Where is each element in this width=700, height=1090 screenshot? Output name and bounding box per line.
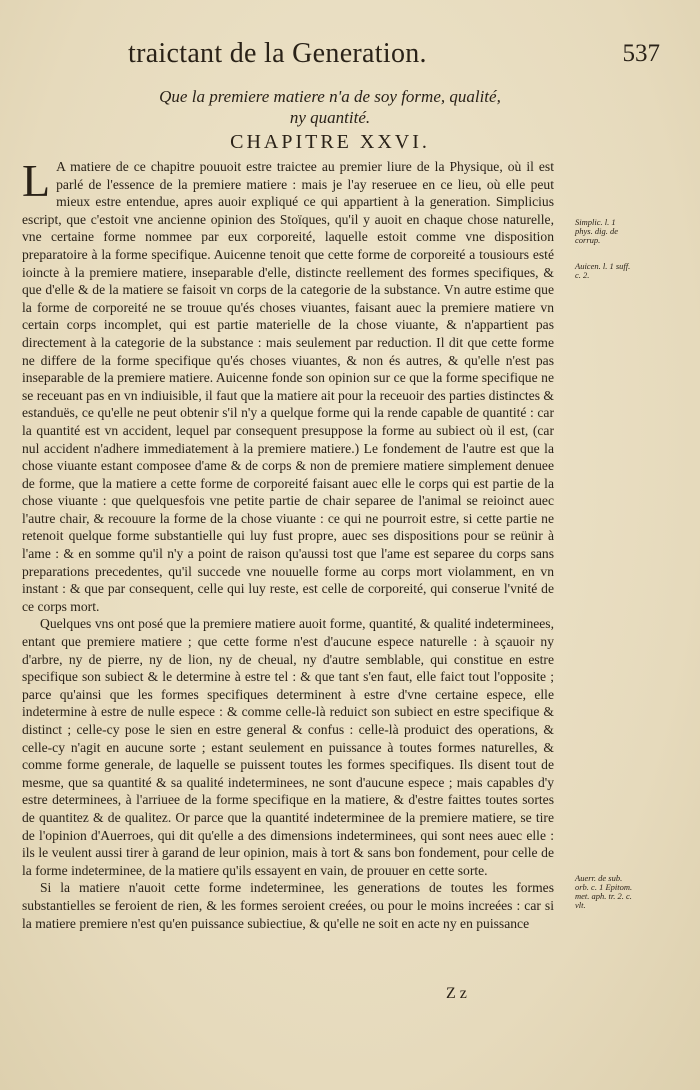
signature-mark: Z z [446,985,467,1002]
margin-note: Auicen. l. 1 suff. c. 2. [575,261,631,280]
margin-note: Simplic. l. 1 phys. dig. de corrup. [575,217,618,245]
chapter-subtitle [80,86,580,128]
chapter-subtitle-line: ny quantité. [289,108,371,127]
page-number: 537 [622,40,660,67]
paragraph [22,155,554,615]
chapter-subtitle-line: Que la premiere matiere n'a de soy forme, qualité, [159,87,501,106]
chapter-heading: CHAPITRE XXVI. [230,131,430,153]
paragraph-text: Quelques vns ont posé que la premiere matiere auoit forme, quantité, & qualité indeterminees, entant que premiere matiere ; que cette forme n'est d'aucune espece naturelle : à sçauoir ny d'arbre, ny de pierre, ny de lion, ny de cheual, ny d'autre semblable, qui constitue en estre specifique son subiect & le determine à estre tel : & que tant s'en faut, elle faict tout l'opposite ; parce qu'ainsi que les formes specifiques determinent à estre d'vne certaine espece, elle indetermine à estre de nulle espece : & comme celle-là reduict son subiect en estre specifique & distinct ; celle-cy pose le sien en estre general & confus : celle-là produict des operations, & celle-cy n'agit en aucune sorte ; estant seulement en puissance à toutes formes naturelles, & comme forme generale, de laquelle se puissent toutes les formes specifiques. Ils disent tout de mesme, que sa quantité & sa qualité indeterminees, ne sont d'aucune espece ; mais capables d'y estre determinees, à l'arriuee de la forme specifique en la matiere, & d'estre faittes toutes sortes de quantitez & de qualitez. Or parce que la quantité indeterminee de la premiere matiere, se tire de l'opinion d'Auerroes, qui dit qu'elle a des dimensions indeterminees, qui sont nees auec elle : ils le veulent aussi tirer à garand de leur opinion, mais à tort & sans bon fondement, pour celle de la forme indeterminee, de la matiere qu'ils essayent en vain, de prouuer en cette sorte. [22,616,554,878]
paragraph [22,879,554,932]
running-head [128,38,660,78]
margin-note: Auerr. de sub. orb. c. 1 Epitom. met. aph. tr. 2. c. vlt. [575,873,633,910]
paragraph [22,615,554,879]
paragraph-text: Si la matiere n'auoit cette forme indeterminee, les generations de toutes les formes substantielles se feroient de rien, & les formes seroient creées, ou pour le moins increées : car si la matiere premiere n'est qu'en puissance subiectiue, & qu'elle ne soit en acte ny en puissance [22,880,554,931]
running-title: traictant de la Generation. [128,38,427,69]
drop-cap: L [22,155,51,206]
body-text [22,155,633,932]
paragraph-text: A matiere de ce chapitre pouuoit estre traictee au premier liure de la Physique, où il est parlé de l'essence de la premiere matiere : mais je l'ay reseruee en ce lieu, où elle peut mieux estre entendue, apres auoir expliqué ce qui appartient à la generation. Simplicius escript, que c'estoit vne ancienne opinion des Stoïques, qu'il y auoit en chaque chose naturelle, vne certaine forme nommee par eux corporeité, laquelle estoit comme vne disposition preparatoire à la forme specifique. Auicenne tenoit que cette forme de corporeité a tousiours esté ioincte à la premiere matiere, inseparable d'elle, distincte reellement des formes specifiques, & que d'elle & de la matiere se faisoit vn corps de la categorie de la substance. Vn autre estime que la forme de corporeité ne se trouue qu'és choses viuantes, faisant auec la premiere matiere vn certain corps incomplet, qui est partie materielle de la chose viuante, & n'appartient pas directement à la categorie de la substance : mais seulement par reduction. Il dit que cette forme ne differe de la forme specifique qu'és choses viuantes, & non és autres, & qu'elle n'est pas inseparable de la premiere matiere. Auicenne fonde son opinion sur ce que la forme specifique ne se receuant pas en vn indiuisible, il faut que la matiere ait pour la receuoir des parties distinctes & estanduës, ce qu'elle ne peut obtenir s'il n'y a quelque forme qui la rende capable de quantité : car la quantité est vn accident, lequel par consequent presuppose la forme au subiect où il est, (car nul accident n'adhere immediatement à la premiere matiere.) Le fondement de l'autre est que la chose viuante estant composee d'ame & de corps & non de premiere matiere simplement denuee de forme, que la matiere a cette forme de corporeité faisant auec elle le corps qui est partie de la chose viuante : que quelquesfois vne petite partie de chair separee de l'animal se reioinct auec l'autre chair, & recouure la forme de la chose viuante : ce qui ne pourroit estre, si cette partie ne retenoit quelque forme substantielle qui luy fust propre, auec ses dispositions pour se reünir à l'ame : & en somme qu'il n'y a point de raison qu'aussi tost que l'ame est separee du corps sans preparations precedentes, qu'il succede vne nouuelle forme au corps mort violamment, en vn instant : & que par consequent, celle qui luy reste, est celle de corporeité, qui conserue l'vnité de ce corps mort. [22,159,554,614]
